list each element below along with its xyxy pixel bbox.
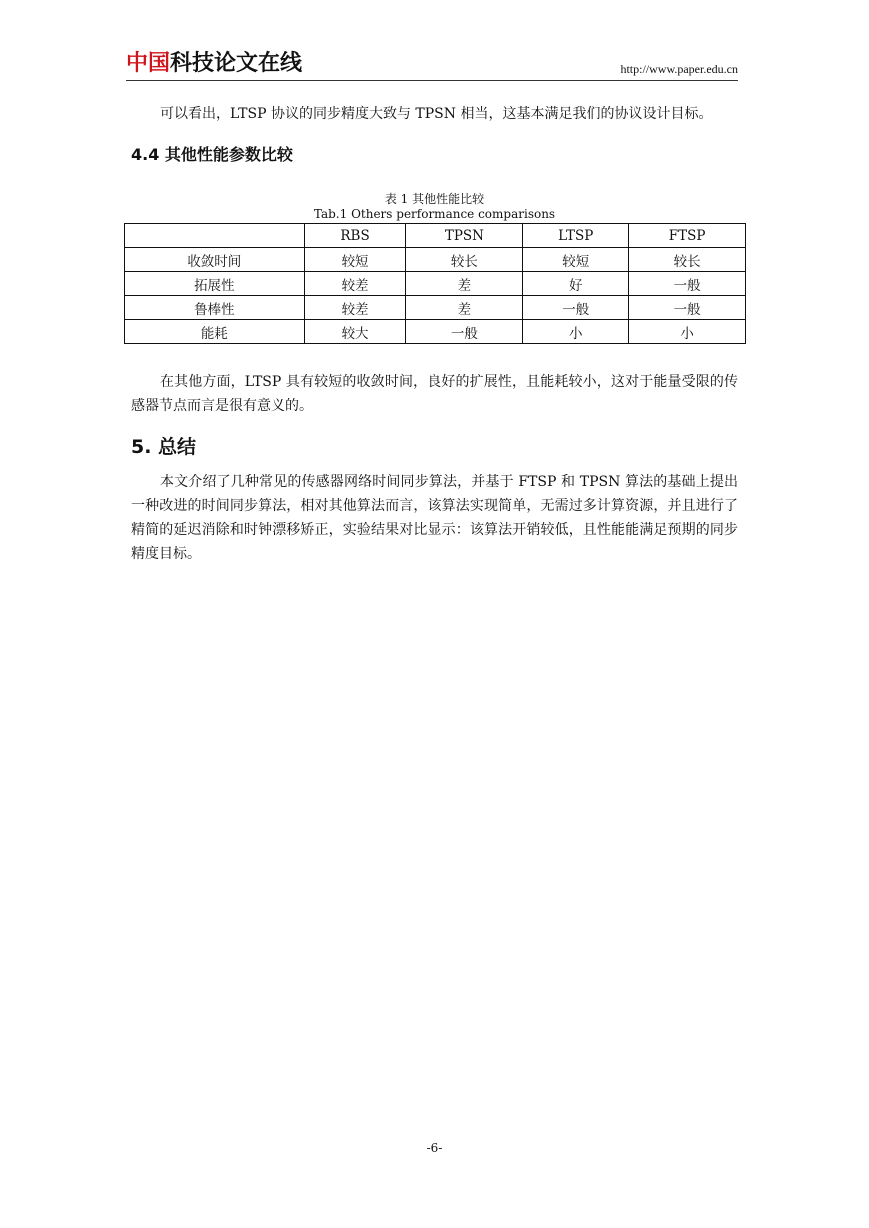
table-cell: 一般 — [406, 320, 523, 344]
site-logo — [126, 52, 302, 76]
table-row — [125, 296, 746, 320]
conclusion-paragraph: 本文介绍了几种常见的传感器网络时间同步算法，并基于 FTSP 和 TPSN 算法的基础上提出一种改进的时间同步算法，相对其他算法而言，该算法实现简单，无需过多计算资源，并且进行了精简的延迟消除和时钟漂移矫正，实验结果对比显示：该算法开销较低，且性能能满足预期的同步精度目标。 — [131, 474, 738, 562]
performance-table — [124, 223, 746, 344]
table-row-label: 鲁棒性 — [125, 296, 305, 320]
table-cell: 较长 — [406, 248, 523, 272]
table-header-cell: TPSN — [406, 224, 523, 248]
table-header-row — [125, 224, 746, 248]
table-cell: 较差 — [304, 296, 406, 320]
table-cell: 差 — [406, 296, 523, 320]
table-row — [125, 320, 746, 344]
table-header-cell: RBS — [304, 224, 406, 248]
table-row-label: 能耗 — [125, 320, 305, 344]
table-caption-cn: 表 1 其他性能比较 — [384, 192, 485, 206]
section-4-4-title: 4.4 其他性能参数比较 — [131, 145, 293, 164]
table-row-label: 收敛时间 — [125, 248, 305, 272]
table-cell: 较大 — [304, 320, 406, 344]
after-table-paragraph: 在其他方面，LTSP 具有较短的收敛时间，良好的扩展性，且能耗较小，这对于能量受限的传感器节点而言是很有意义的。 — [131, 374, 738, 414]
table-row — [125, 272, 746, 296]
table-header-cell: FTSP — [629, 224, 746, 248]
page-number: -6- — [426, 1141, 443, 1155]
intro-paragraph: 可以看出，LTSP 协议的同步精度大致与 TPSN 相当，这基本满足我们的协议设计目标。 — [160, 106, 713, 122]
logo-red-text: 中国 — [126, 51, 171, 76]
table-header-cell — [125, 224, 305, 248]
table-cell: 好 — [523, 272, 629, 296]
table-cell: 较差 — [304, 272, 406, 296]
section-5-title: 5. 总结 — [131, 436, 197, 458]
table-header-cell: LTSP — [523, 224, 629, 248]
table-row — [125, 248, 746, 272]
table-cell: 一般 — [523, 296, 629, 320]
table-caption-en: Tab.1 Others performance comparisons — [313, 207, 556, 221]
table-cell: 小 — [523, 320, 629, 344]
header-url[interactable]: http://www.paper.edu.cn — [620, 62, 738, 76]
table-cell: 差 — [406, 272, 523, 296]
table-cell: 较短 — [523, 248, 629, 272]
table-cell: 一般 — [629, 296, 746, 320]
table-cell: 较长 — [629, 248, 746, 272]
table-cell: 一般 — [629, 272, 746, 296]
table-row-label: 拓展性 — [125, 272, 305, 296]
page-header — [126, 50, 738, 81]
table-cell: 小 — [629, 320, 746, 344]
logo-black-text: 科技论文在线 — [170, 51, 303, 76]
table-cell: 较短 — [304, 248, 406, 272]
